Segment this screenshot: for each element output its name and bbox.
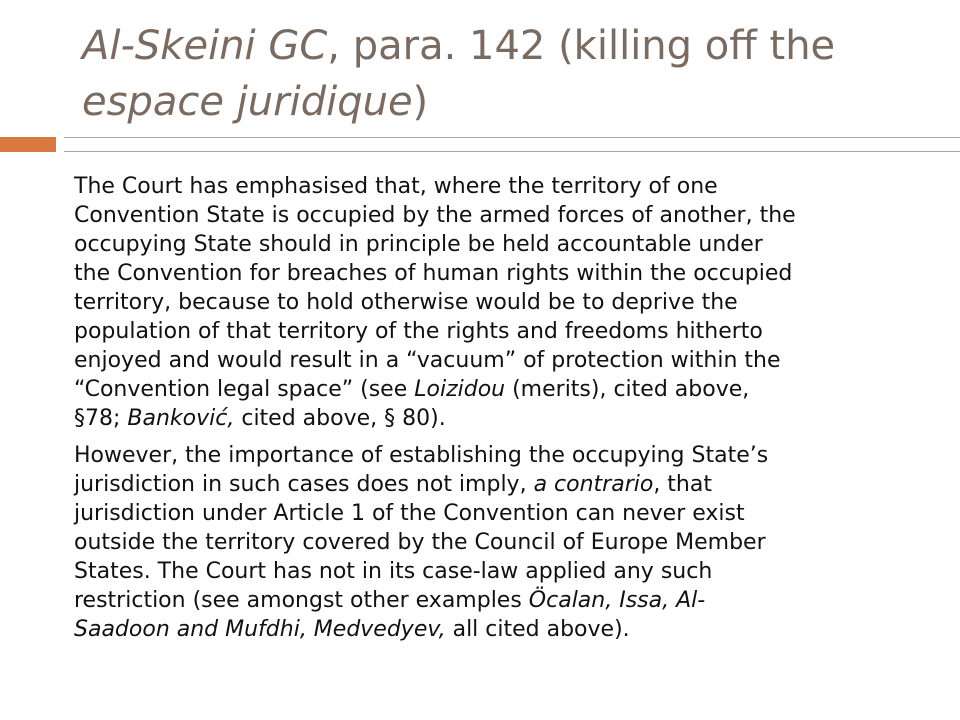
accent-bar — [0, 137, 56, 152]
text-segment: all cited above). — [445, 617, 630, 642]
text-segment: jurisdiction under Article 1 of the Convention can never exist — [74, 501, 745, 526]
paragraph-line — [74, 557, 944, 586]
paragraph-line — [74, 346, 944, 375]
slide-body — [74, 172, 944, 652]
italic-citation: Saadoon and Mufdhi, Medvedyev, — [74, 617, 446, 642]
text-segment: The Court has emphasised that, where the territory of one — [74, 174, 718, 199]
paragraph-line — [74, 586, 944, 615]
slide-title — [82, 18, 942, 130]
paragraph-line — [74, 172, 944, 201]
title-close-paren: ) — [412, 79, 429, 125]
italic-citation: Öcalan, Issa, Al- — [528, 588, 706, 613]
paragraph-line — [74, 441, 944, 470]
text-segment: the Convention for breaches of human rights within the occupied — [74, 261, 793, 286]
body-paragraph — [74, 441, 944, 644]
body-paragraph — [74, 172, 944, 433]
text-segment: cited above, § 80). — [234, 406, 446, 431]
italic-citation: Banković, — [127, 406, 235, 431]
text-segment: occupying State should in principle be held accountable under — [74, 232, 763, 257]
paragraph-line — [74, 230, 944, 259]
paragraph-line — [74, 375, 944, 404]
italic-citation: Loizidou — [414, 377, 506, 402]
text-segment: However, the importance of establishing the occupying State’s — [74, 443, 769, 468]
text-segment: outside the territory covered by the Council of Europe Member — [74, 530, 766, 555]
text-segment: States. The Court has not in its case-law applied any such — [74, 559, 713, 584]
paragraph-line — [74, 470, 944, 499]
paragraph-line — [74, 528, 944, 557]
text-segment: territory, because to hold otherwise would be to deprive the — [74, 290, 738, 315]
text-segment: , that — [653, 472, 712, 497]
paragraph-line — [74, 259, 944, 288]
text-segment: jurisdiction in such cases does not imply, — [74, 472, 534, 497]
text-segment: restriction (see amongst other examples — [74, 588, 529, 613]
title-legal-term: espace juridique — [82, 79, 413, 125]
text-segment: population of that territory of the rights and freedoms hitherto — [74, 319, 763, 344]
text-segment: enjoyed and would result in a “vacuum” of protection within the — [74, 348, 781, 373]
text-segment: “Convention legal space” (see — [74, 377, 415, 402]
title-case-name: Al-Skeini GC — [82, 23, 328, 69]
paragraph-line — [74, 404, 944, 433]
title-paragraph-ref: , para. 142 (killing off the — [327, 23, 836, 69]
text-segment: (merits), cited above, — [505, 377, 750, 402]
italic-citation: a contrario — [533, 472, 654, 497]
title-divider — [64, 137, 960, 152]
paragraph-line — [74, 499, 944, 528]
text-segment: Convention State is occupied by the armed forces of another, the — [74, 203, 796, 228]
paragraph-line — [74, 317, 944, 346]
paragraph-line — [74, 201, 944, 230]
paragraph-line — [74, 288, 944, 317]
paragraph-line — [74, 615, 944, 644]
text-segment: §78; — [74, 406, 128, 431]
